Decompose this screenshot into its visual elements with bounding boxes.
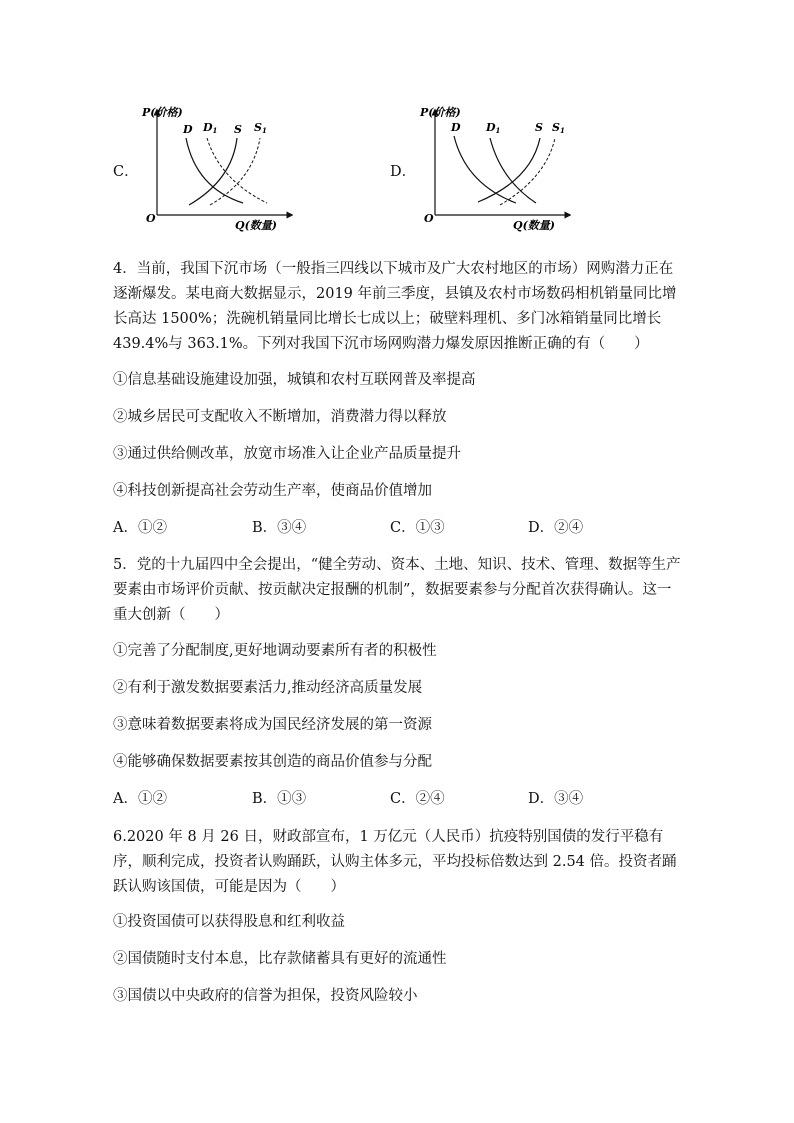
question-4-item-2: ②城乡居民可支配收入不断增加，消费潜力得以释放 (113, 409, 447, 425)
chart-d-label-d1: D1 (486, 121, 501, 135)
chart-d-option-label: D． (390, 164, 417, 180)
chart-d-y-axis-label: P(价格) (420, 106, 461, 119)
chart-d-curve-s (478, 138, 540, 202)
chart-c-curve-s (189, 138, 237, 205)
chart-d-curve-d (454, 136, 516, 203)
question-4-item-3: ③通过供给侧改革，放宽市场准入让企业产品质量提升 (113, 446, 461, 462)
chart-d-curve-s1 (500, 138, 555, 205)
question-6-item-1: ①投资国债可以获得股息和红利收益 (113, 914, 345, 930)
chart-d-supply-demand (418, 100, 578, 232)
question-4-option-b[interactable]: B．③④ (252, 520, 307, 536)
question-4-item-1: ①信息基础设施建设加强，城镇和农村互联网普及率提高 (113, 372, 476, 388)
question-6-stem: 6.2020 年 8 月 26 日，财政部宣布，1 万亿元（人民币）抗疫特别国债的发行平稳有序，顺利完成，投资者认购踊跃，认购主体多元，平均投标倍数达到 2.54 倍。投资者踊跃认购该国债，可能是因为（ ） (113, 829, 677, 895)
chart-d-label-s: S (535, 121, 543, 134)
chart-d-x-axis-label: Q(数量) (513, 219, 555, 232)
question-5-option-c[interactable]: C．②④ (390, 791, 445, 807)
chart-c-origin-label: O (146, 212, 156, 225)
chart-c-option-label: C． (113, 164, 139, 180)
chart-c-y-axis-label: P(价格) (142, 106, 183, 119)
question-5-option-a[interactable]: A．①② (113, 791, 167, 807)
chart-c-label-s: S (234, 123, 242, 136)
chart-d-label-s1: S1 (552, 121, 565, 135)
question-6-item-2: ②国债随时支付本息，比存款储蓄具有更好的流通性 (113, 951, 447, 967)
chart-c-label-d: D (183, 123, 193, 136)
question-4-option-a[interactable]: A．①② (113, 520, 167, 536)
question-4-stem: 4．当前，我国下沉市场（一般指三四线以下城市及广大农村地区的市场）网购潜力正在逐渐爆发。某电商大数据显示，2019 年前三季度，县镇及农村市场数码相机销量同比增长高达 1500%；洗碗机销量同比增长七成以上；破壁料理机、多门冰箱销量同比增长 439.4%与 363.1%。下列对我国下沉市场网购潜力爆发原因推断正确的有（ ） (113, 261, 677, 352)
chart-c-x-axis-label: Q(数量) (235, 219, 277, 232)
chart-c-curve-d (186, 138, 243, 203)
question-6-item-3: ③国债以中央政府的信誉为担保，投资风险较小 (113, 988, 418, 1004)
chart-d-label-d: D (451, 121, 461, 134)
question-4-item-4: ④科技创新提高社会劳动生产率，使商品价值增加 (113, 483, 432, 499)
question-5-item-1: ①完善了分配制度,更好地调动要素所有者的积极性 (113, 643, 437, 659)
question-5-item-3: ③意味着数据要素将成为国民经济发展的第一资源 (113, 717, 432, 733)
chart-c-label-s1: S1 (254, 121, 267, 135)
question-5-item-4: ④能够确保数据要素按其创造的商品价值参与分配 (113, 754, 432, 770)
chart-c-supply-demand (140, 100, 300, 232)
question-5-stem: 5．党的十九届四中全会提出，“健全劳动、资本、土地、知识、技术、管理、数据等生产要素由市场评价贡献、按贡献决定报酬的机制”，数据要素参与分配首次获得确认。这一重大创新（ ） (113, 557, 681, 623)
chart-d-origin-label: O (424, 212, 434, 225)
question-4-option-d[interactable]: D．②④ (528, 520, 584, 536)
question-5-item-2: ②有利于激发数据要素活力,推动经济高质量发展 (113, 680, 423, 696)
question-5-option-d[interactable]: D．③④ (528, 791, 584, 807)
question-5-option-b[interactable]: B．①③ (252, 791, 307, 807)
chart-c-label-d1: D1 (203, 121, 218, 135)
question-4-option-c[interactable]: C．①③ (390, 520, 445, 536)
